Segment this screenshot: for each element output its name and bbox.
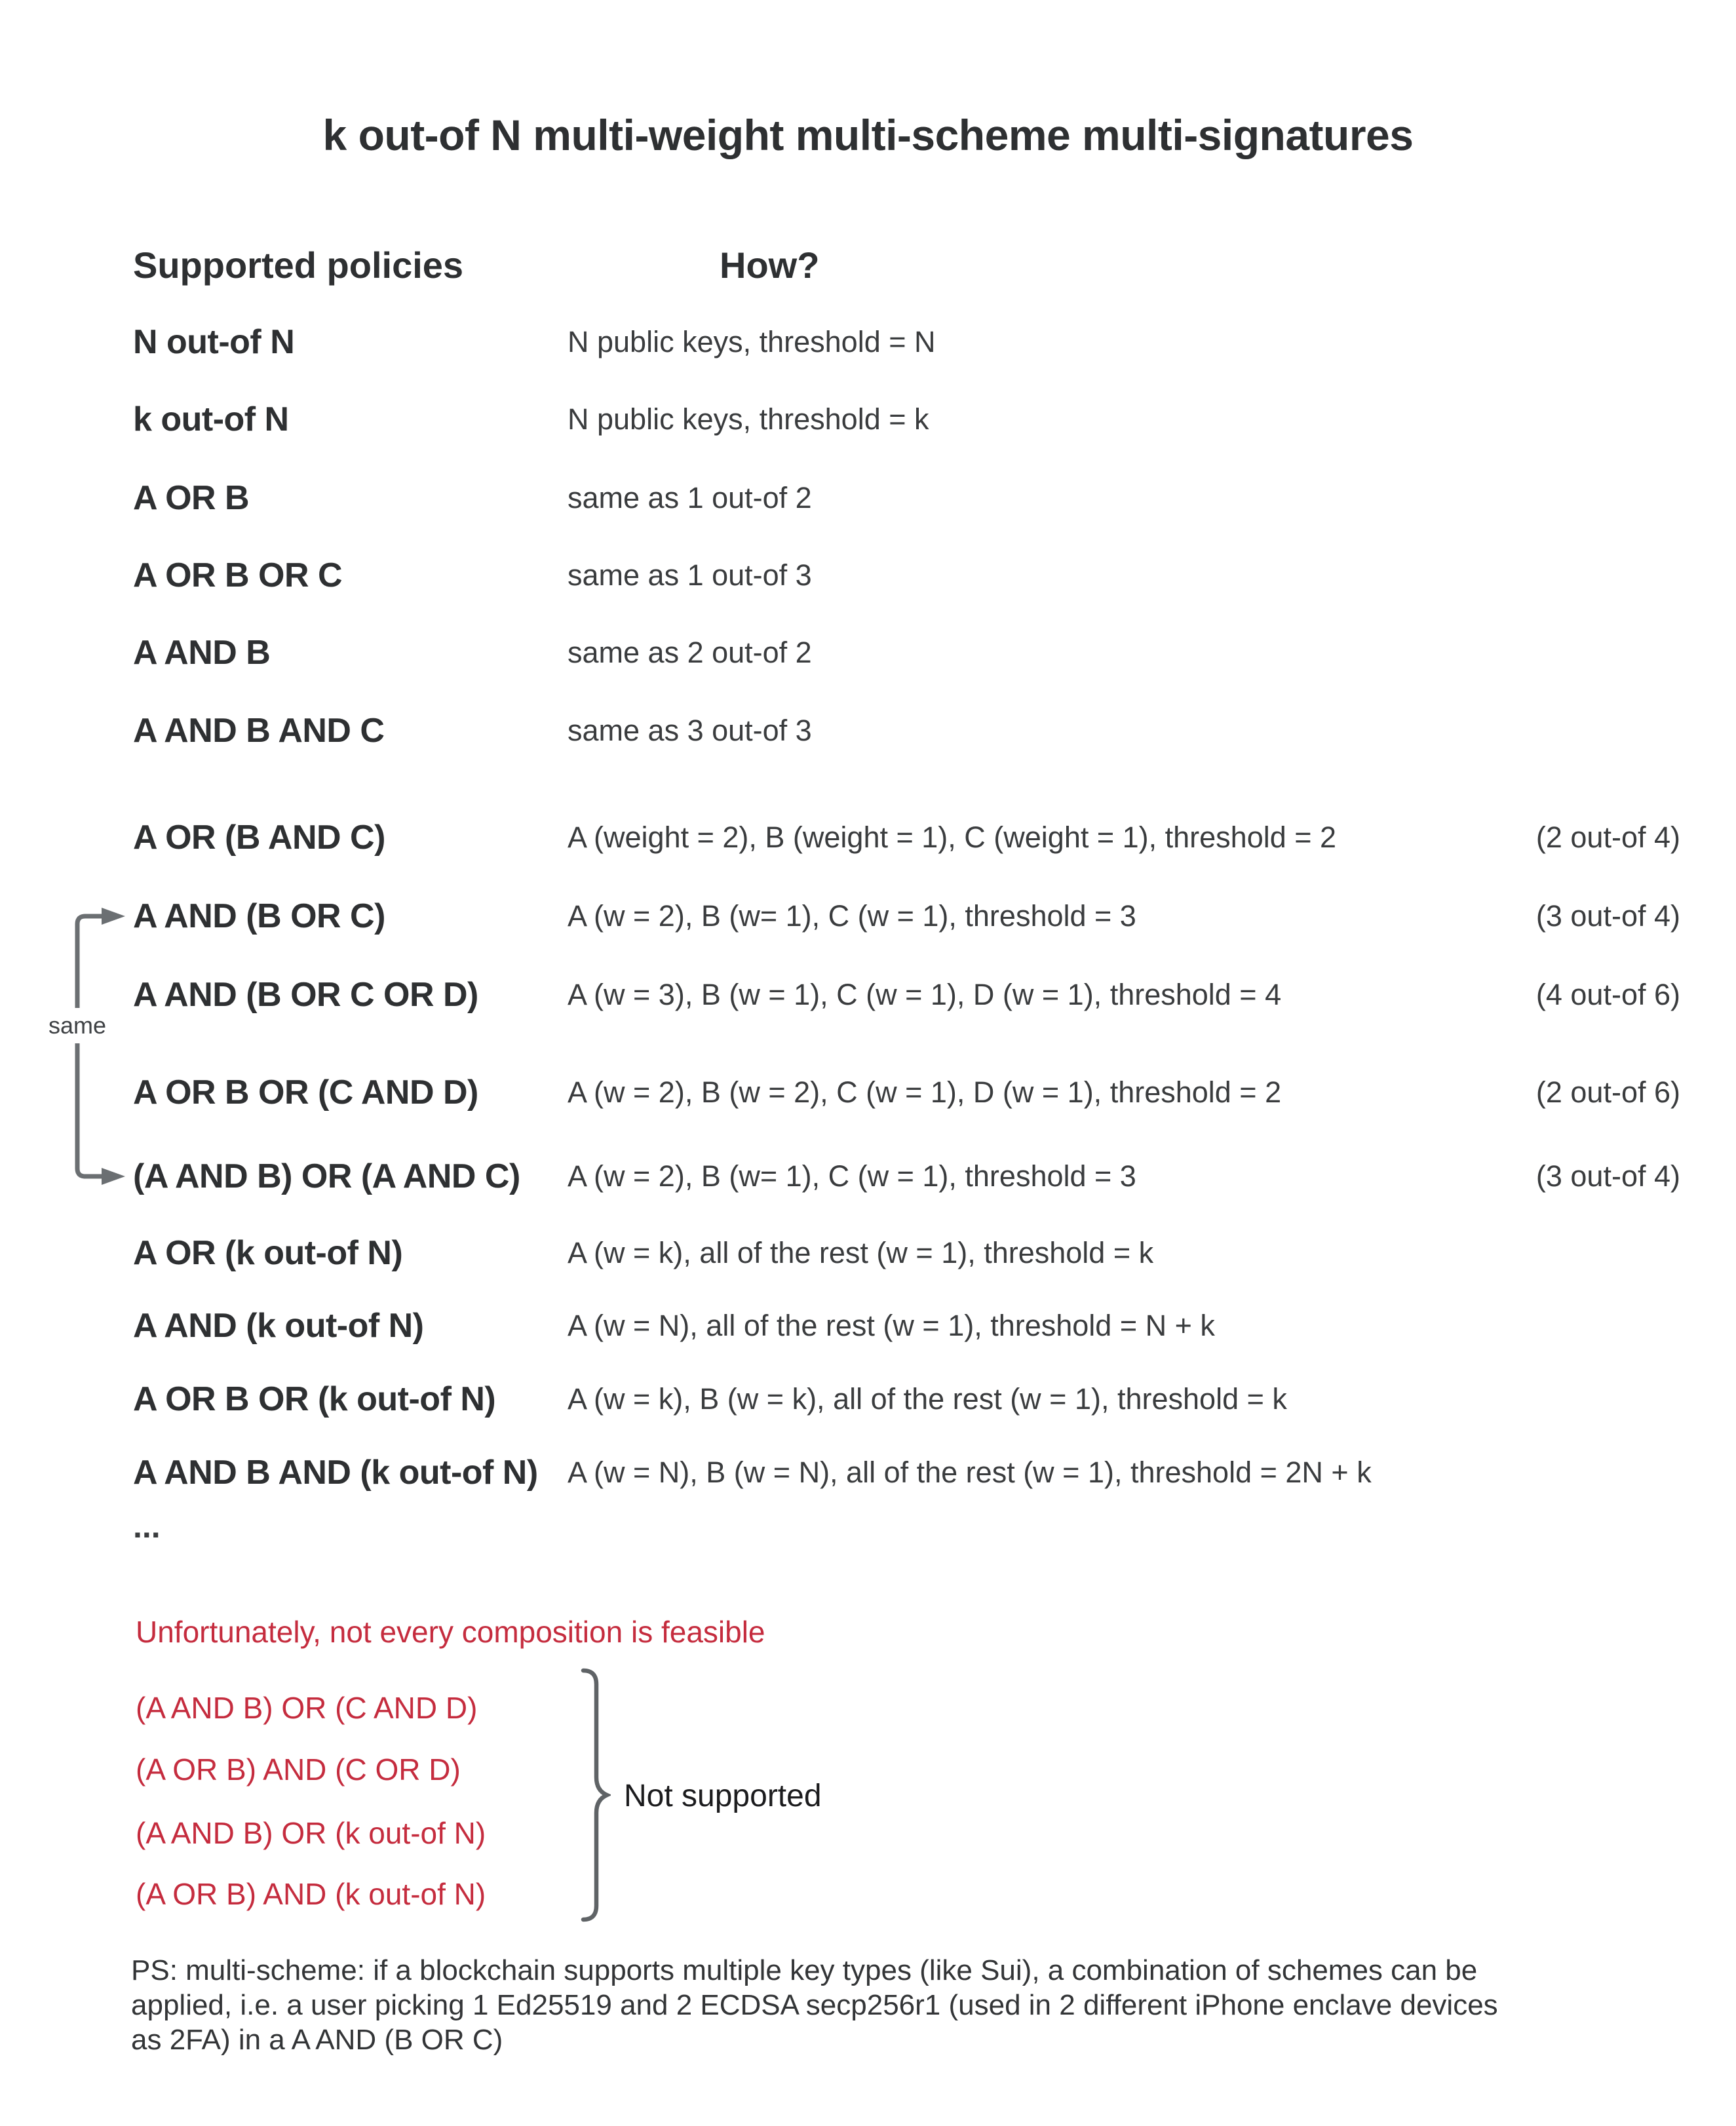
infeasible-item: (A OR B) AND (k out-of N) bbox=[136, 1877, 486, 1911]
page-title: k out-of N multi-weight multi-scheme multi-signatures bbox=[322, 111, 1414, 159]
infeasible-heading: Unfortunately, not every composition is feasible bbox=[136, 1615, 765, 1649]
table-row bbox=[0, 552, 1736, 599]
arrow-up-right-icon bbox=[102, 908, 125, 925]
ps-line: PS: multi-scheme: if a blockchain supports multiple key types (like Sui), a combination of schemes can be bbox=[131, 1954, 1478, 1986]
ps-note bbox=[131, 1953, 1498, 2057]
policy-name: A OR (k out-of N) bbox=[133, 1234, 403, 1272]
equivalence-badge: (2 out-of 4) bbox=[1535, 821, 1680, 854]
how-text: N public keys, threshold = N bbox=[568, 325, 936, 358]
same-connector-arrow bbox=[56, 899, 128, 1194]
equivalence-badge: (4 out-of 6) bbox=[1535, 978, 1680, 1011]
policy-name: (A AND B) OR (A AND C) bbox=[133, 1157, 520, 1195]
table-row bbox=[0, 1449, 1736, 1496]
how-text: same as 2 out-of 2 bbox=[568, 636, 812, 669]
table-row bbox=[0, 707, 1736, 754]
table-row bbox=[0, 1229, 1736, 1277]
column-header-how: How? bbox=[720, 244, 820, 286]
how-text: A (weight = 2), B (weight = 1), C (weight = 1), threshold = 2 bbox=[568, 821, 1337, 854]
infeasible-item: (A OR B) AND (C OR D) bbox=[136, 1752, 461, 1787]
how-text: A (w = N), B (w = N), all of the rest (w = 1), threshold = 2N + k bbox=[568, 1456, 1372, 1489]
how-text: same as 1 out-of 3 bbox=[568, 558, 812, 592]
policy-name: A AND (k out-of N) bbox=[133, 1307, 424, 1345]
table-row bbox=[0, 1302, 1736, 1349]
same-label: same bbox=[46, 1008, 109, 1043]
how-text: same as 3 out-of 3 bbox=[568, 714, 812, 747]
policy-name: A AND B AND C bbox=[133, 712, 385, 750]
column-header-supported-policies: Supported policies bbox=[133, 244, 464, 286]
policy-name: A AND B bbox=[133, 634, 271, 672]
how-text: same as 1 out-of 2 bbox=[568, 481, 812, 514]
table-row bbox=[0, 971, 1736, 1018]
how-text: A (w = 3), B (w = 1), C (w = 1), D (w = 1), threshold = 4 bbox=[568, 978, 1282, 1011]
how-text: A (w = k), all of the rest (w = 1), threshold = k bbox=[568, 1236, 1154, 1269]
table-row bbox=[0, 814, 1736, 861]
table-row bbox=[0, 893, 1736, 940]
arrow-down-right-icon bbox=[102, 1168, 125, 1185]
policy-name: N out-of N bbox=[133, 323, 295, 361]
table-row bbox=[0, 396, 1736, 443]
how-text: N public keys, threshold = k bbox=[568, 402, 929, 436]
how-text: A (w = N), all of the rest (w = 1), threshold = N + k bbox=[568, 1309, 1215, 1342]
ps-line: applied, i.e. a user picking 1 Ed25519 and 2 ECDSA secp256r1 (used in 2 different iPhone enclave devices bbox=[131, 1989, 1498, 2021]
table-row bbox=[0, 629, 1736, 676]
table-row bbox=[0, 1153, 1736, 1200]
how-text: A (w = 2), B (w = 2), C (w = 1), D (w = 1), threshold = 2 bbox=[568, 1075, 1282, 1109]
equivalence-badge: (2 out-of 6) bbox=[1535, 1075, 1680, 1109]
policy-name: A OR B OR (C AND D) bbox=[133, 1073, 478, 1111]
equivalence-badge: (3 out-of 4) bbox=[1535, 1159, 1680, 1193]
policy-name: A OR B bbox=[133, 479, 250, 517]
how-text: A (w = k), B (w = k), all of the rest (w = 1), threshold = k bbox=[568, 1382, 1287, 1416]
infeasible-item: (A AND B) OR (C AND D) bbox=[136, 1691, 478, 1725]
table-row bbox=[0, 1376, 1736, 1423]
equivalence-badge: (3 out-of 4) bbox=[1535, 899, 1680, 933]
policy-name: A OR B OR C bbox=[133, 556, 343, 594]
policy-name: A AND (B OR C OR D) bbox=[133, 976, 478, 1014]
policy-name: A AND B AND (k out-of N) bbox=[133, 1454, 538, 1492]
policy-name: A AND (B OR C) bbox=[133, 897, 385, 935]
not-supported-label: Not supported bbox=[624, 1779, 822, 1813]
how-text: A (w = 2), B (w= 1), C (w = 1), threshold = 3 bbox=[568, 899, 1136, 933]
ellipsis-row: ... bbox=[133, 1508, 161, 1545]
table-row bbox=[0, 1069, 1736, 1116]
policy-name: A OR B OR (k out-of N) bbox=[133, 1380, 496, 1418]
policy-name: k out-of N bbox=[133, 400, 289, 438]
table-row bbox=[0, 319, 1736, 366]
policy-name: A OR (B AND C) bbox=[133, 819, 385, 857]
infeasible-item: (A AND B) OR (k out-of N) bbox=[136, 1816, 486, 1850]
how-text: A (w = 2), B (w= 1), C (w = 1), threshold = 3 bbox=[568, 1159, 1136, 1193]
not-supported-brace bbox=[575, 1667, 611, 1923]
ps-line: as 2FA) in a A AND (B OR C) bbox=[131, 2024, 503, 2056]
table-row bbox=[0, 474, 1736, 522]
